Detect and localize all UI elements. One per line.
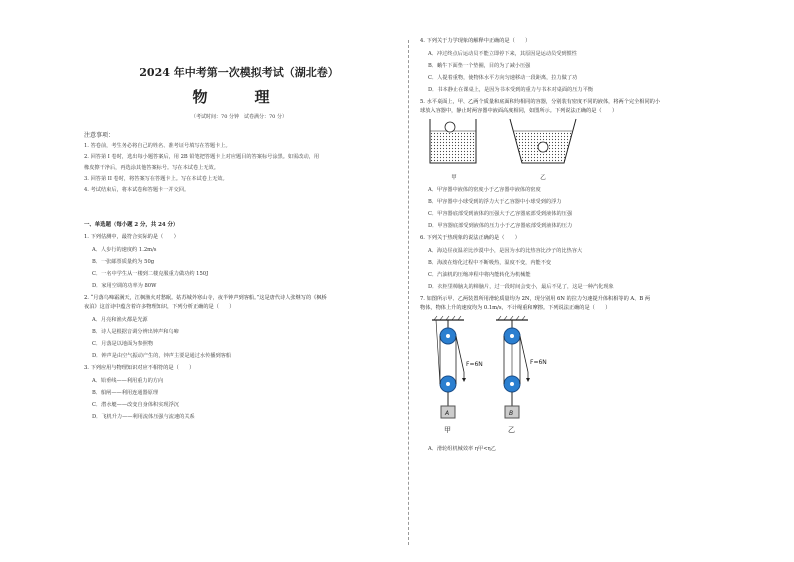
exam-meta: （考试时间：70 分钟 试卷满分：70 分）: [191, 114, 287, 120]
q5-figure: [424, 117, 750, 181]
question-stem: 3. 下列应用与物理知识对应不相符的是（ ）: [84, 365, 195, 371]
ceiling-jia: [432, 316, 464, 320]
figure-label: 甲: [451, 175, 457, 181]
notice-item: 橡皮擦干净后，再选涂其他答案标号。写在本试卷上无效。: [84, 165, 219, 171]
question-option: C．潜水艇——改变自身体积实现浮沉: [92, 402, 179, 408]
container-yi-diagram: [506, 117, 580, 169]
question-option: B．蛾牛下面垫一个垫圈，目的为了减小压强: [428, 63, 531, 69]
block-a-label: A: [445, 410, 450, 417]
question-option: A．甲容器中液体的密度小于乙容器中液体的密度: [428, 187, 541, 193]
notice-item: 1. 答卷前，考生务必将自己的姓名、准考证号填写在答题卡上。: [84, 143, 231, 149]
question-stem: 4. 下列关于力学现象的解释中正确的是（ ）: [420, 38, 531, 44]
question-option: B．一张邮票质量约为 50g: [92, 259, 155, 265]
question-option: C．汽油机的压缩冲程中将内能转化为机械能: [428, 272, 531, 278]
question-option: A．人步行的速度约 1.2m/s: [92, 247, 157, 253]
exam-title: 2024 年中考第一次模拟考试（湖北卷）: [139, 66, 339, 79]
question-stem: 5. 水平桌面上，甲、乙两个质量和底面积均相同的容器，分别装有密度不同的液体，将两个完全相同的小: [420, 99, 661, 105]
question-option: B．船闸——利用连通器原理: [92, 390, 159, 396]
question-stem: 1. 下列估测中，最符合实际的是（ ）: [84, 234, 179, 240]
question-stem: 6. 下列关于热现象的说法正确的是（ ）: [420, 235, 520, 241]
question-option: A．海边昼夜温差比沙漠中小，是因为水的比热容比沙子的比热容大: [428, 248, 583, 254]
question-stem: 物体，物体上升的速度均为 0.1m/s，不计绳重和摩擦。下列说法正确的是（ ）: [420, 305, 611, 311]
question-stem: 2. “月落乌啼霜满天，江枫渔火对愁眠。姑苏城外寒山寺，夜半钟声到客船。”这是唐代诗人张继写的《枫桥: [84, 295, 327, 301]
notice-title: 注意事项：: [84, 132, 115, 139]
question-option: D．家用空调的功率为 80W: [92, 283, 157, 289]
column-divider: [408, 40, 409, 545]
question-option: A．月亮和渔火都是光源: [92, 317, 148, 323]
section-heading: 一、单选题（每小题 2 分，共 24 分）: [84, 222, 179, 228]
question-option: C．月落是以地面为参照物: [92, 341, 154, 347]
ceiling-yi: [496, 316, 528, 320]
question-option: D．甲容器底部受到液体的压力小于乙容器底部受到液体的压力: [428, 223, 573, 229]
liquid-jia: [430, 131, 476, 163]
block-b-label: B: [509, 410, 514, 417]
force-label-yi: F=6N: [530, 359, 547, 366]
question-stem: 夜泊》这首诗中蕴含着许多物理知识，下列分析正确的是（ ）: [84, 304, 235, 310]
question-option: D．衣柜里樟脑丸的樟脑片，过一段时间会变小，最后不见了，这是一种汽化现象: [428, 284, 614, 290]
question-stem: 球放入容器中，静止时两容器中液面高度相同，如图所示。下列说法正确的是（ ）: [420, 108, 618, 114]
question-option: D．钟声是由空气振动产生的，钟声主要是通过水传播到客船: [92, 353, 232, 359]
question-stem: 7. 如图所示甲、乙两装置所用滑轮质量均为 2N，现分别用 6N 的拉力匀速提升体积相等的 A、B 两: [420, 296, 651, 302]
notice-item: 2. 回答第 I 卷时，选出每小题答案后，用 2B 铅笔把答题卡上对应题目的答案标号涂黑。如需改动，用: [84, 154, 320, 160]
force-label-jia: F=6N: [466, 361, 483, 368]
left-column: [84, 60, 394, 426]
container-jia-diagram: [424, 117, 484, 169]
question-option: A．滑轮组机械效率 η甲<η乙: [428, 446, 496, 452]
question-option: C．一名中学生从一楼到二楼克服重力做功约 150J: [92, 271, 209, 277]
q7-pulley-diagram: [424, 314, 574, 442]
exam-subject: 物 理: [192, 88, 286, 106]
figure-label: 乙: [540, 175, 546, 181]
notice-item: 4. 考试结束后，将本试卷和答题卡一并交回。: [84, 187, 190, 193]
ball-yi: [538, 142, 548, 152]
question-option: A．铅垂线——利用重力的方向: [92, 378, 164, 384]
notice-item: 3. 回答第 II 卷时，将答案写在答题卡上。写在本试卷上无效。: [84, 176, 228, 182]
question-option: D．飞机升力——利用流体压强与流速的关系: [92, 414, 195, 420]
ball-jia: [445, 122, 455, 132]
question-option: B．诗人是根据音调分辨出钟声和乌啼: [92, 329, 179, 335]
figure-label: 乙: [508, 426, 515, 434]
question-option: B．海波在熔化过程中不断吸热，温度不变，内能不变: [428, 260, 552, 266]
question-option: A．冲过终点后运动员不能立即停下来，其原因是运动员受到惯性: [428, 51, 577, 57]
figure-label: 甲: [444, 426, 451, 434]
question-option: C．人提着重物，使物体水平方向匀速移动一段距离，拉力做了功: [428, 75, 578, 81]
question-option: C．甲容器底部受到液体的压强大于乙容器底部受到液体的压强: [428, 211, 573, 217]
question-option: B．甲容器中小球受到的浮力大于乙容器中小球受到的浮力: [428, 199, 562, 205]
question-option: D．书本静止在课桌上，是因为书本受到的重力与书本对桌面的压力平衡: [428, 87, 593, 93]
right-column: [420, 38, 750, 458]
